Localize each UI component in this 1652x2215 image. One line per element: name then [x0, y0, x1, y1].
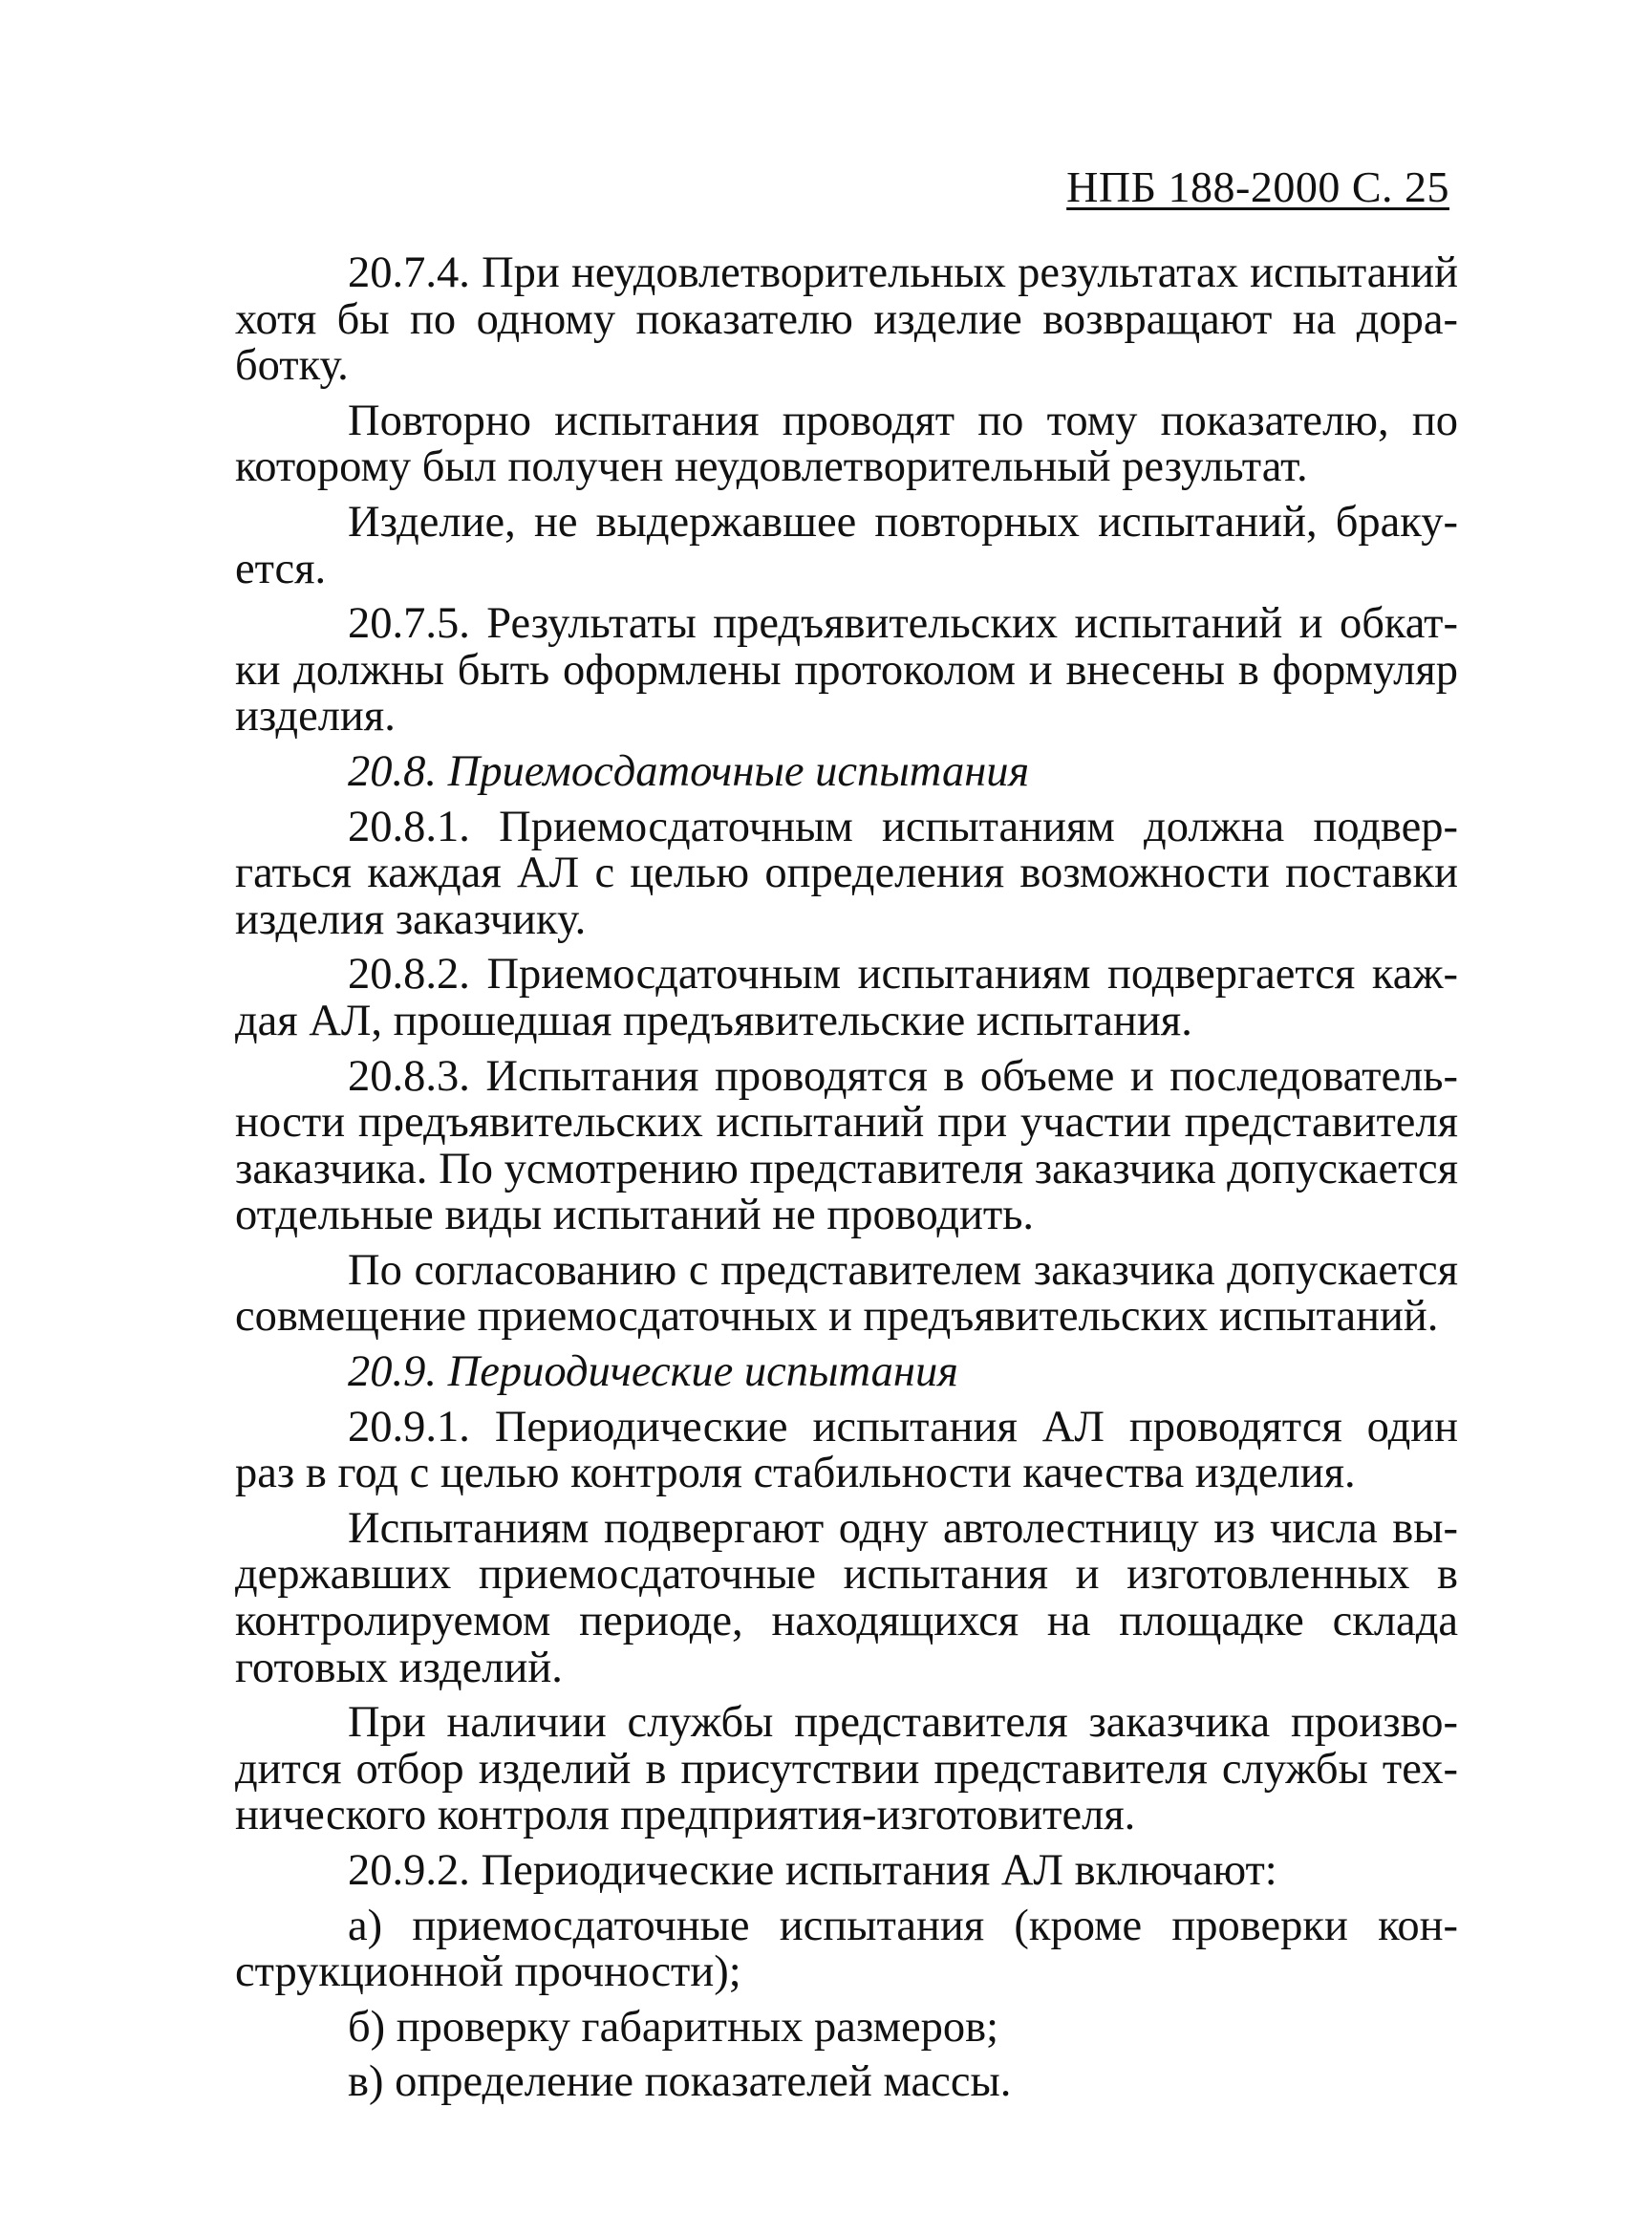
body-text [235, 250, 1458, 2106]
paragraph-reject: Изделие, не выдержавшее повторных испытаний, бракуется. [235, 497, 1458, 593]
paragraph-20-7-5: 20.7.5. Результаты предъявительских испытаний и обкатки должны быть оформлены протоколом и внесены в формуляр изделия. [235, 599, 1458, 742]
section-heading-20-8: 20.8. Приемосдаточные испытания [348, 746, 1030, 796]
paragraph-20-9-2: 20.9.2. Периодические испытания АЛ включают: [348, 1846, 1277, 1895]
running-header: НПБ 188-2000 С. 25 [1066, 162, 1449, 211]
paragraph-20-7-4: 20.7.4. При неудовлетворительных результатах испытаний хотя бы по одному показателю изделие возвращают на доработку. [235, 248, 1458, 391]
paragraph-20-9-1: 20.9.1. Периодические испытания АЛ проводятся один раз в год с целью контроля стабильности качества изделия. [235, 1402, 1458, 1498]
paragraph-customer-service: При наличии службы представителя заказчика производится отбор изделий в присутствии представителя службы технического контроля предприятия-изготовителя. [235, 1698, 1458, 1840]
list-item-b: б) проверку габаритных размеров; [348, 2002, 999, 2052]
paragraph-20-8-2: 20.8.2. Приемосдаточным испытаниям подвергается каждая АЛ, прошедшая предъявительские испытания. [235, 950, 1458, 1045]
paragraph-combined-tests: По согласованию с представителем заказчика допускается совмещение приемосдаточных и предъявительских испытаний. [235, 1245, 1458, 1342]
section-heading-20-9: 20.9. Периодические испытания [348, 1347, 958, 1397]
list-item-v: в) определение показателей массы. [348, 2057, 1012, 2107]
list-item-a: а) приемосдаточные испытания (кроме проверки конструкционной прочности); [235, 1901, 1458, 1997]
paragraph-repeat-tests: Повторно испытания проводят по тому показателю, по которому был получен неудовлетворительный результат. [235, 396, 1458, 492]
paragraph-sample-selection: Испытаниям подвергают одну автолестницу из числа выдержавших приемосдаточные испытания и изготовленных в контролируемом периоде, находящихся на площадке склада готовых изделий. [235, 1503, 1458, 1692]
paragraph-20-8-1: 20.8.1. Приемосдаточным испытаниям должна подвергаться каждая АЛ с целью определения возможности поставки изделия заказчику. [235, 802, 1458, 944]
paragraph-20-8-3: 20.8.3. Испытания проводятся в объеме и последовательности предъявительских испытаний при участии представителя заказчика. По усмотрению представителя заказчика допускается отдельные виды испытаний не проводить. [235, 1051, 1458, 1240]
